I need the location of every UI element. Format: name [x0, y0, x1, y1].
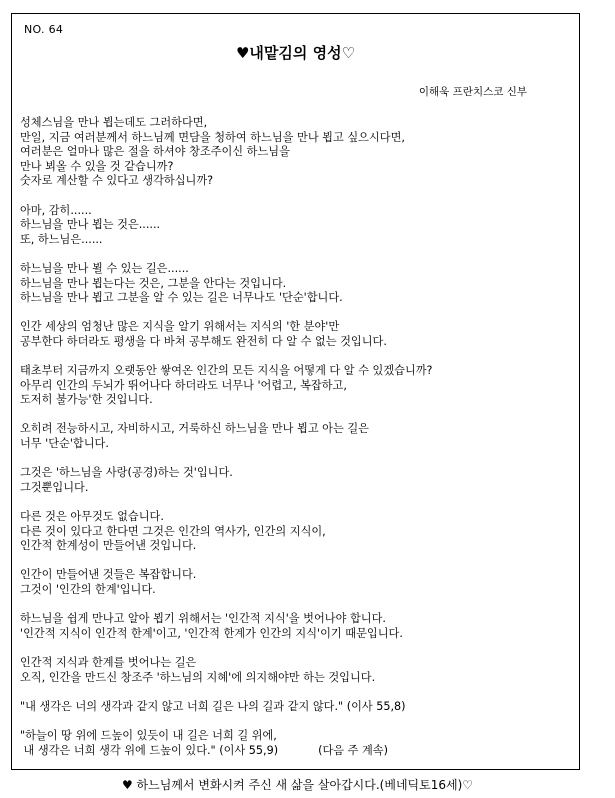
text-line: 도저히 불가능'한 것입니다. — [20, 393, 153, 407]
text-line: 아무리 인간의 두뇌가 뛰어나다 하더라도 너무나 '어렵고, 복잡하고, — [20, 378, 347, 392]
text-line: 하느님을 쉽게 만나고 알아 뵙기 위해서는 '인간적 지식'을 벗어나야 합니다. — [20, 612, 386, 626]
quote-line: "내 생각은 너의 생각과 같지 않고 너희 길은 나의 길과 같지 않다." (이사 55,8) — [20, 699, 406, 713]
quote-line: "하늘이 땅 위에 드높이 있듯이 내 길은 너희 길 위에, — [20, 728, 277, 742]
text-line: 그것뿐입니다. — [20, 480, 89, 494]
text-line: 만일, 지금 여러분께서 하느님께 면담을 청하여 하느님을 만나 뵙고 싶으시다면, — [20, 130, 405, 144]
text-line: 인간적 한계성이 만들어낸 것입니다. — [20, 539, 197, 553]
paragraph-4 — [20, 320, 575, 349]
text-line: 너무 '단순'합니다. — [20, 437, 109, 451]
text-line: 성체스님을 만나 뵙는데도 그러하다면, — [20, 116, 208, 129]
footer-motto: ♥ 하느님께서 변화시켜 주신 새 삶을 살아갑시다.(베네딕토16세)♡ — [121, 778, 474, 792]
text-line: 그것은 '하느님을 사랑(공경)하는 것'입니다. — [20, 466, 233, 480]
text-line: 하느님을 만나 뵙고 그분을 알 수 있는 길은 너무나도 '단순'합니다. — [20, 291, 343, 305]
text-line: 또, 하느님은...... — [20, 232, 103, 246]
text-line: 숫자로 계산할 수 있다고 생각하십니까? — [20, 174, 214, 188]
issue-number: NO. 64 — [24, 23, 64, 36]
text-line: 그것이 '인간의 한계'입니다. — [20, 583, 156, 596]
continued-note: (다음 주 계속) — [318, 743, 388, 757]
paragraph-6 — [20, 422, 575, 451]
text-line: 하느님을 만나 뵐 수 있는 길은...... — [20, 261, 189, 275]
scripture-quote-1 — [20, 700, 575, 715]
text-line: 인간적 지식과 한계를 벗어나는 길은 — [20, 655, 197, 669]
author-byline: 이해욱 프란치스코 신부 — [418, 86, 527, 98]
scripture-quote-2 — [20, 729, 575, 758]
page-frame — [11, 13, 580, 770]
paragraph-10 — [20, 612, 575, 641]
text-line: 공부한다 하더라도 평생을 다 바쳐 공부해도 완전히 다 알 수 없는 것입니다. — [20, 334, 387, 348]
text-line: 오히려 전능하시고, 자비하시고, 거룩하신 하느님을 만나 뵙고 아는 길은 — [20, 422, 369, 436]
text-line: 다른 것이 있다고 한다면 그것은 인간의 역사가, 인간의 지식이, — [20, 524, 326, 538]
text-line: '인간적 지식이 인간적 한계'이고, '인간적 한계가 인간의 지식'이기 때문입니다. — [20, 626, 403, 640]
paragraph-7 — [20, 466, 575, 495]
page-title: ♥내맡김의 영성♡ — [235, 44, 356, 62]
text-line: 만나 뵈올 수 있을 것 같습니까? — [20, 159, 174, 173]
paragraph-2 — [20, 204, 575, 248]
quote-line-with-note — [20, 744, 575, 759]
text-line: 여러분은 얼마나 많은 절을 하셔야 창조주이신 하느님을 — [20, 145, 290, 159]
paragraph-8 — [20, 510, 575, 554]
text-line: 인간이 만들어낸 것들은 복잡합니다. — [20, 568, 197, 582]
paragraph-11 — [20, 656, 575, 685]
text-line: 인간 세상의 엄청난 많은 지식을 알기 위해서는 지식의 '한 분야'만 — [20, 320, 340, 334]
paragraph-5 — [20, 364, 575, 408]
paragraph-9 — [20, 568, 575, 597]
text-line: 다른 것은 아무것도 없습니다. — [20, 510, 164, 524]
article-body — [20, 116, 575, 773]
text-line: 아마, 감히...... — [20, 203, 92, 217]
text-line: 하느님을 만나 뵙는 것은...... — [20, 218, 161, 232]
text-line: 오직, 인간을 만드신 창조주 '하느님의 지혜'에 의지해야만 하는 것입니다. — [20, 670, 376, 684]
quote-line: 내 생각은 너희 생각 위에 드높이 있다." (이사 55,9) — [20, 743, 279, 757]
text-line: 태초부터 지금까지 오랫동안 쌓여온 인간의 모든 지식을 어떻게 다 알 수 있겠습니까? — [20, 364, 433, 378]
paragraph-3 — [20, 262, 575, 306]
paragraph-1 — [20, 116, 575, 189]
text-line: 하느님을 만나 뵙는다는 것은, 그분을 안다는 것입니다. — [20, 276, 287, 290]
